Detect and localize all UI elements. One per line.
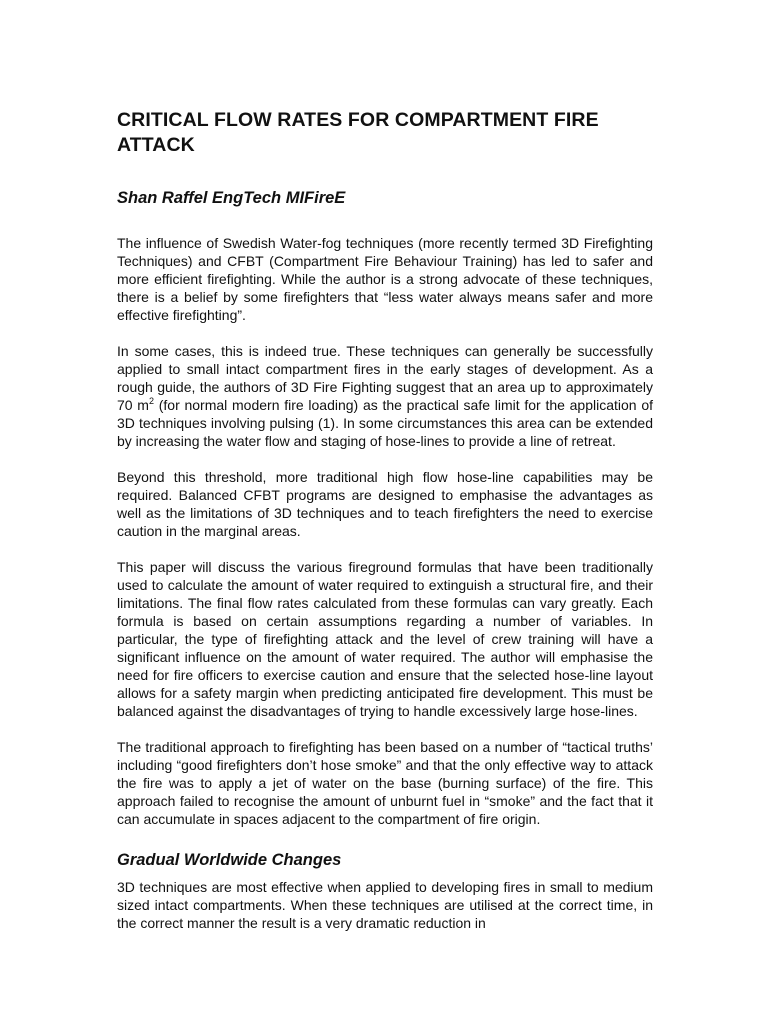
paragraph-3: Beyond this threshold, more traditional high flow hose-line capabilities may be required. Balanced CFBT programs are designed to emphasise the advantages as well as the limitations of 3D techniques and to teach firefighters the need to exercise caution in the marginal areas.	[117, 469, 653, 539]
paragraph-4: This paper will discuss the various fireground formulas that have been traditionally used to calculate the amount of water required to extinguish a structural fire, and their limitations. The final flow rates calculated from these formulas can vary greatly. Each formula is based on certain assumptions regarding a number of variables. In particular, the type of firefighting attack and the level of crew training will have a significant influence on the amount of water required. The author will emphasise the need for fire officers to exercise caution and ensure that the selected hose-line layout allows for a safety margin when predicting anticipated fire development. This must be balanced against the disadvantages of trying to handle excessively large hose-lines.	[117, 559, 653, 719]
paragraph-2	[117, 342, 653, 450]
superscript-2: 2	[148, 396, 154, 406]
section-paragraph: 3D techniques are most effective when applied to developing fires in small to medium sized intact compartments. When these techniques are utilised at the correct time, in the correct manner the result is a very dramatic reduction in	[117, 879, 653, 931]
section-heading: Gradual Worldwide Changes	[117, 851, 342, 869]
document-page	[117, 108, 653, 932]
paragraph-1: The influence of Swedish Water-fog techniques (more recently termed 3D Firefighting Techniques) and CFBT (Compartment Fire Behaviour Training) has led to safer and more efficient firefighting. While the author is a strong advocate of these techniques, there is a belief by some firefighters that “less water always means safer and more effective firefighting”.	[117, 235, 653, 323]
paragraph-2-text-a: In some cases, this is indeed true. These techniques can generally be successfully applied to small intact compartment fires in the early stages of development. As a rough guide, the authors of 3D Fire Fighting suggest that an area up to approximately 70 m	[117, 343, 653, 413]
author-line: Shan Raffel EngTech MIFireE	[117, 189, 346, 207]
paragraph-5: The traditional approach to firefighting has been based on a number of “tactical truths’ including “good firefighters don’t hose smoke” and that the only effective way to attack the fire was to apply a jet of water on the base (burning surface) of the fire. This approach failed to recognise the amount of unburnt fuel in “smoke” and the fact that it can accumulate in spaces adjacent to the compartment of fire origin.	[117, 739, 653, 827]
paragraph-2-text-b: (for normal modern fire loading) as the practical safe limit for the application of 3D techniques involving pulsing (1). In some circumstances this area can be extended by increasing the water flow and staging of hose-lines to provide a line of retreat.	[117, 397, 654, 449]
document-title: CRITICAL FLOW RATES FOR COMPARTMENT FIRE ATTACK	[117, 109, 599, 156]
